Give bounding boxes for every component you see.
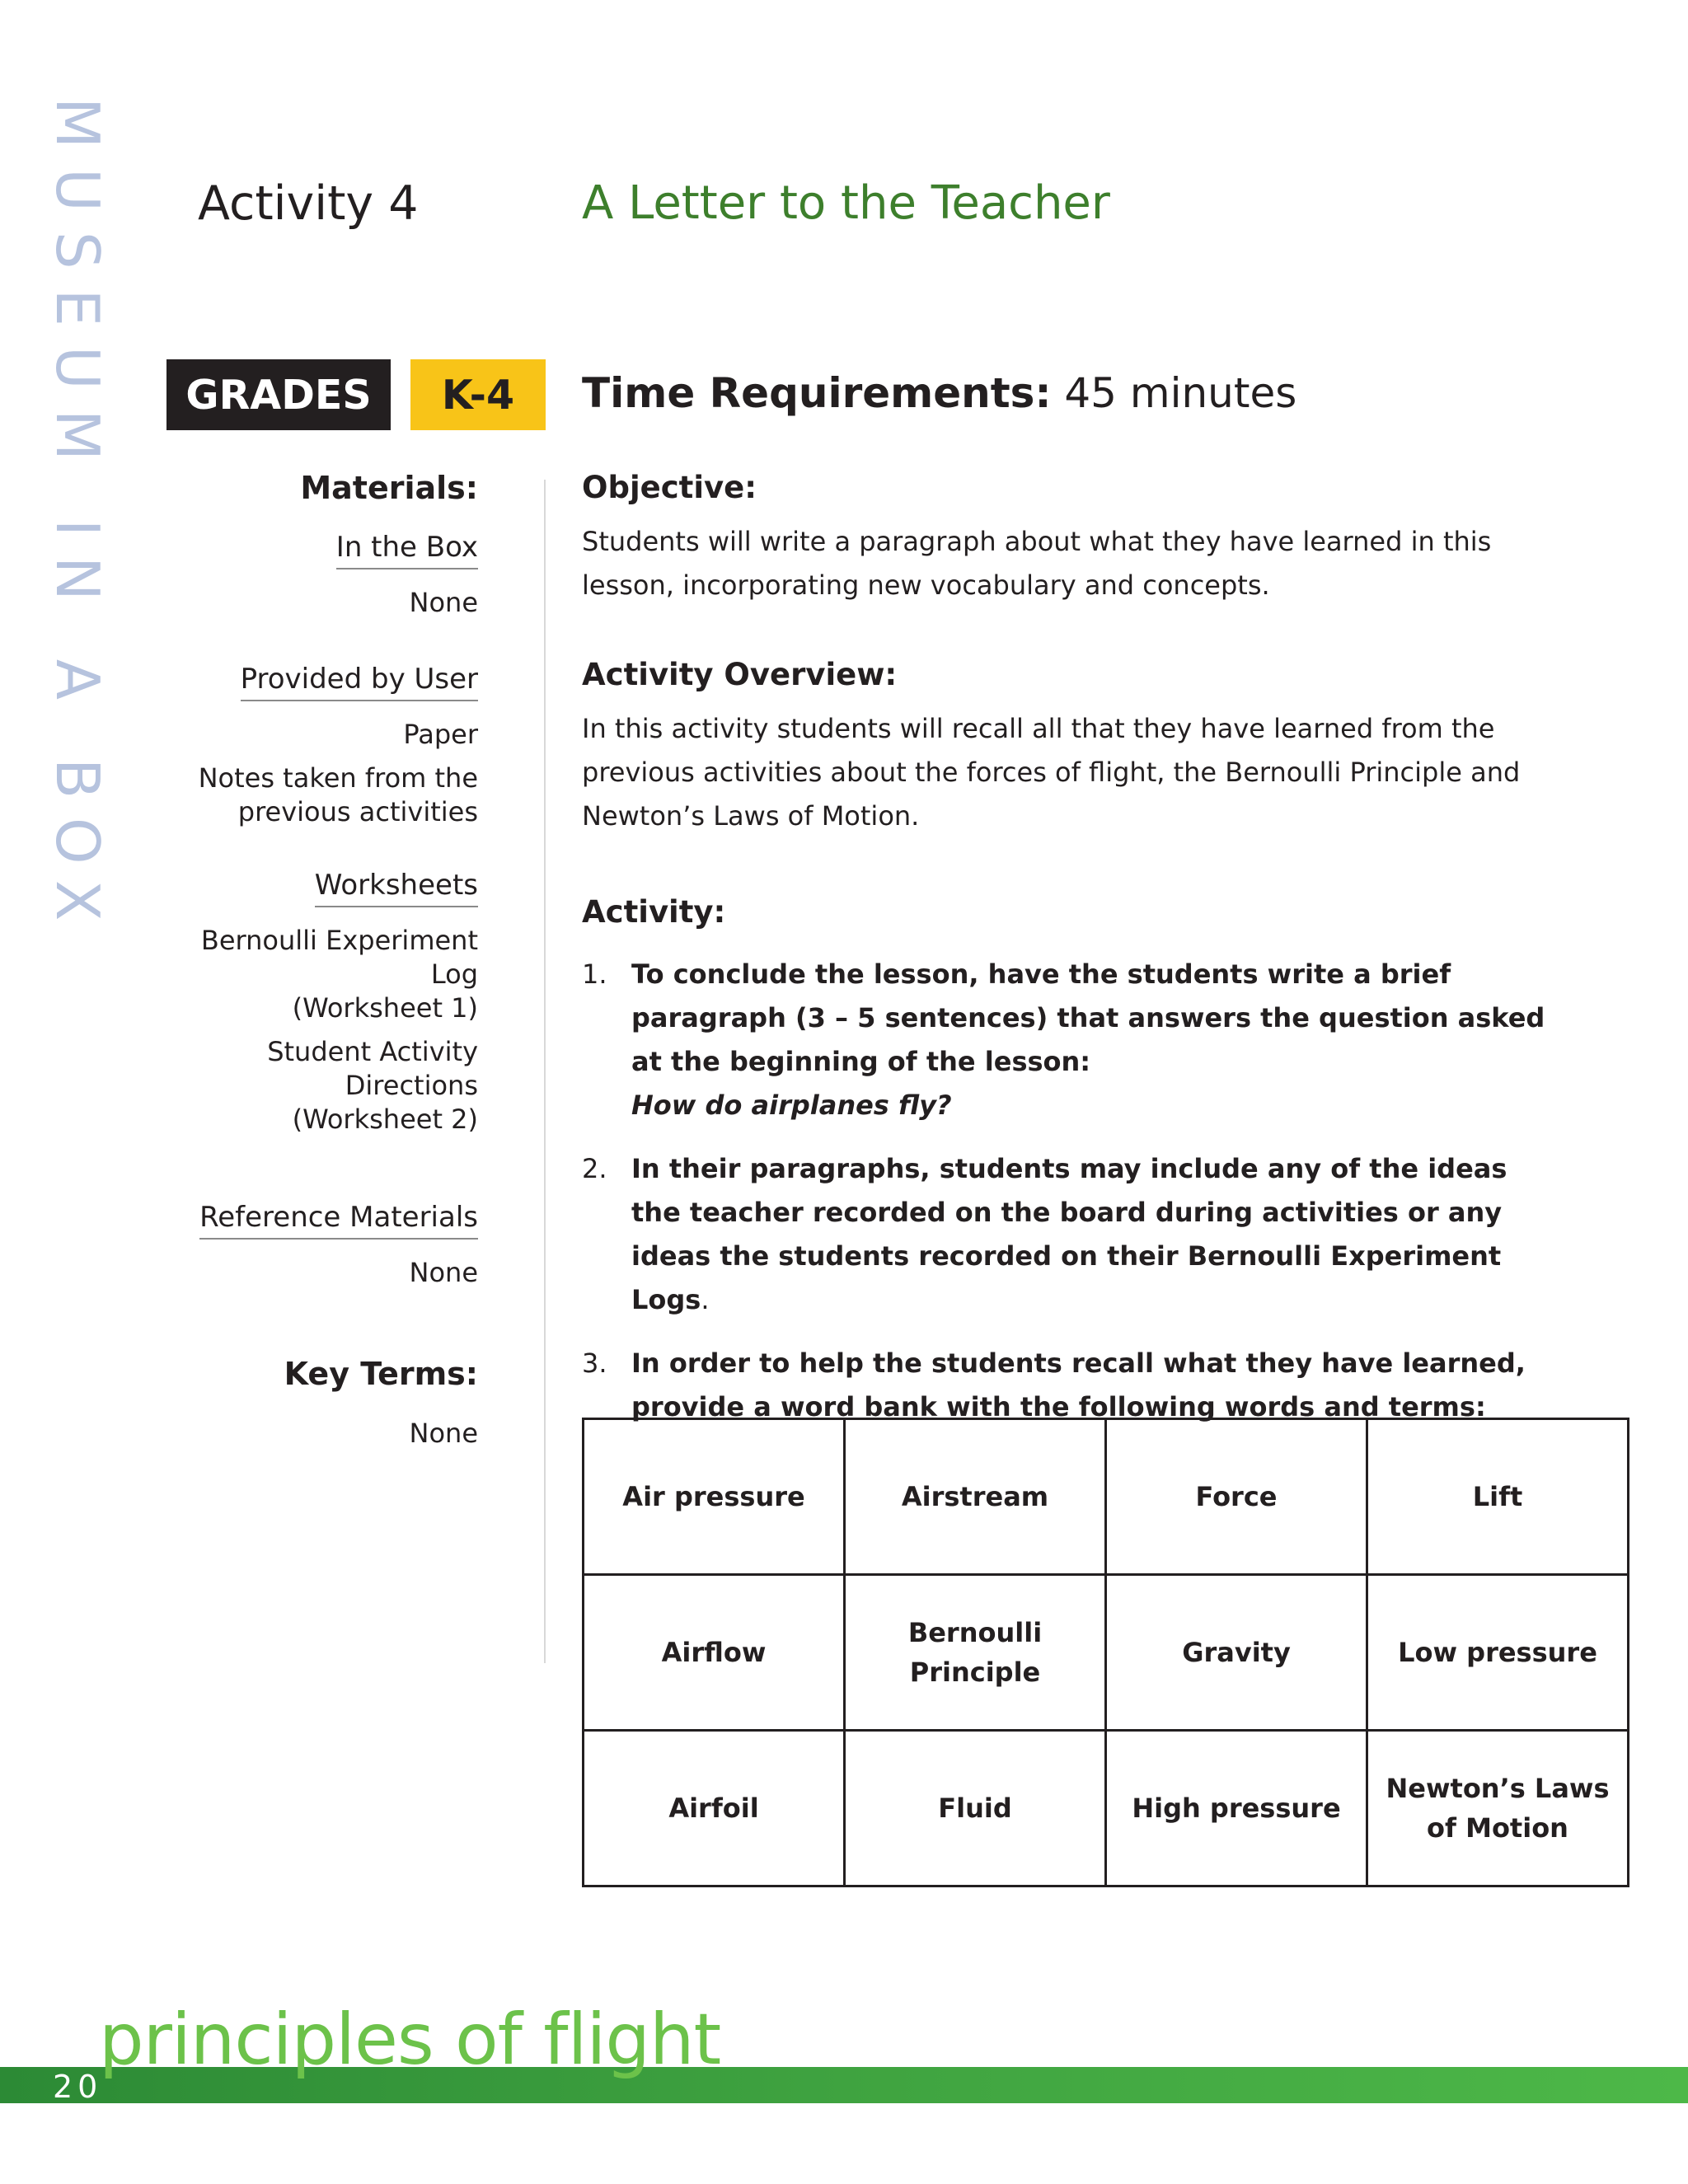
grade-level-badge: K-4 — [410, 359, 546, 430]
reference-materials-item: None — [409, 1257, 478, 1288]
key-terms-item: None — [409, 1418, 478, 1449]
worksheet-item: (Worksheet 2) — [292, 1104, 478, 1135]
sidebar-divider — [544, 480, 546, 1663]
activity-steps — [582, 953, 1554, 1429]
word-bank-cell: Airfoil — [584, 1731, 845, 1886]
worksheet-item: Student Activity Directions — [267, 1036, 478, 1101]
side-brand-label: MUSEUM IN A BOX — [43, 97, 112, 941]
key-terms-title: Key Terms: — [284, 1356, 478, 1392]
provided-by-user-item: Notes taken from the — [198, 762, 478, 794]
word-bank-cell: Airstream — [845, 1419, 1106, 1575]
word-bank-cell: High pressure — [1106, 1731, 1367, 1886]
word-bank-table — [582, 1418, 1629, 1887]
word-bank-cell: Lift — [1367, 1419, 1629, 1575]
in-the-box-item: None — [409, 587, 478, 618]
worksheet-item: Bernoulli Experiment Log — [200, 925, 478, 990]
provided-by-user-heading: Provided by User — [241, 663, 478, 701]
worksheets-heading: Worksheets — [315, 869, 478, 907]
word-bank-cell: Bernoulli Principle — [845, 1575, 1106, 1731]
table-row — [584, 1419, 1629, 1575]
activity-step — [582, 953, 1554, 1127]
activity-step — [582, 1147, 1554, 1322]
footer-title: principles of flight — [99, 1999, 721, 2081]
step-number: 3. — [582, 1347, 607, 1379]
step-number: 2. — [582, 1153, 607, 1184]
word-bank-cell: Fluid — [845, 1731, 1106, 1886]
in-the-box-heading: In the Box — [336, 531, 478, 569]
activity-step — [582, 1342, 1554, 1429]
provided-by-user-item: Paper — [403, 719, 478, 750]
table-row — [584, 1575, 1629, 1731]
step-suffix: . — [701, 1284, 710, 1315]
objective-text: Students will write a paragraph about what they have learned in this lesson, incorporating new vocabulary and concepts. — [582, 526, 1492, 601]
step-question: How do airplanes fly? — [631, 1090, 952, 1121]
step-text: In order to help the students recall what they have learned, provide a word bank with the following words and terms: — [631, 1347, 1526, 1422]
materials-sidebar — [148, 470, 478, 1451]
word-bank-cell: Force — [1106, 1419, 1367, 1575]
word-bank-cell: Low pressure — [1367, 1575, 1629, 1731]
time-requirements — [582, 369, 1296, 417]
overview-text: In this activity students will recall all that they have learned from the previous activities about the forces of flight, the Bernoulli Principle and Newton’s Laws of Motion. — [582, 713, 1521, 832]
time-requirements-value: 45 minutes — [1064, 369, 1297, 417]
provided-by-user-item: previous activities — [237, 796, 478, 827]
reference-materials-heading: Reference Materials — [199, 1201, 478, 1240]
overview-heading: Activity Overview: — [582, 657, 898, 692]
activity-heading: Activity: — [582, 894, 726, 930]
page-number: 20 — [53, 2069, 103, 2105]
word-bank-cell: Air pressure — [584, 1419, 845, 1575]
objective-heading: Objective: — [582, 470, 757, 505]
activity-title: A Letter to the Teacher — [582, 176, 1110, 230]
table-row — [584, 1731, 1629, 1886]
step-text: To conclude the lesson, have the students write a brief paragraph (3 – 5 sentences) that answers the question asked at the beginning of the lesson: — [631, 958, 1545, 1077]
step-text: In their paragraphs, students may include any of the ideas the teacher recorded on the board during activities or any ideas the students recorded on their Bernoulli Experiment Logs — [631, 1153, 1507, 1315]
grades-label: GRADES — [166, 359, 391, 430]
main-content — [582, 470, 1554, 1429]
word-bank-cell: Newton’s Laws of Motion — [1367, 1731, 1629, 1886]
word-bank-cell: Gravity — [1106, 1575, 1367, 1731]
word-bank-cell: Airflow — [584, 1575, 845, 1731]
materials-title: Materials: — [300, 470, 478, 506]
time-requirements-label: Time Requirements: — [582, 369, 1052, 417]
worksheet-item: (Worksheet 1) — [292, 992, 478, 1024]
step-number: 1. — [582, 958, 607, 990]
activity-number: Activity 4 — [198, 176, 419, 231]
